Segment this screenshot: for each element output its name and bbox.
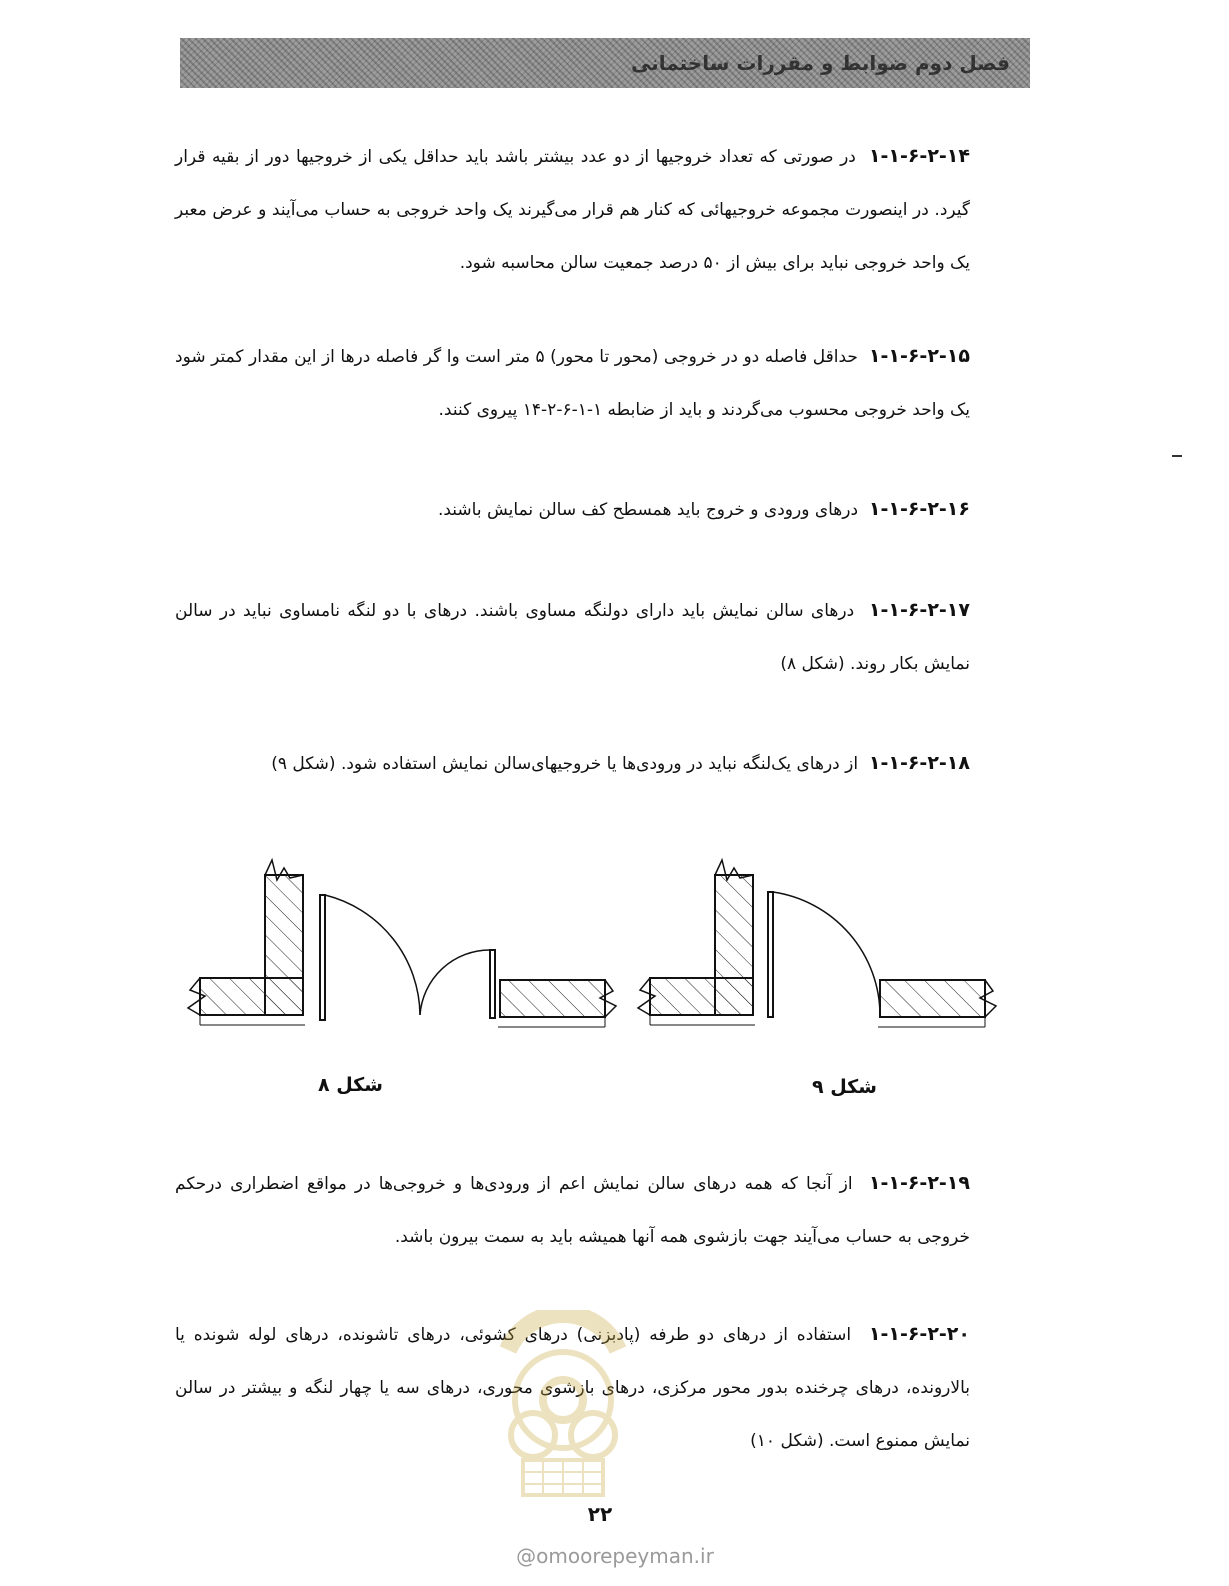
site-watermark-text: @omoorepeyman.ir — [516, 1544, 714, 1568]
figure-8-drawing — [188, 860, 616, 1027]
scan-mark — [1172, 455, 1182, 457]
door-plan-drawings — [180, 850, 1010, 1050]
clause-text: از درهای یک‌لنگه نباید در ورودی‌ها یا خروجیهای‌سالن نمایش استفاده شود. (شکل ۹) — [271, 754, 859, 774]
door-figures — [180, 850, 1010, 1054]
clause-number: ۱-۱-۶-۲-۱۴ — [868, 145, 970, 167]
clause-text: درهای ورودی و خروج باید همسطح کف سالن نمایش باشند. — [437, 500, 859, 520]
clause-number: ۱-۱-۶-۲-۱۸ — [868, 752, 970, 774]
clause-number: ۱-۱-۶-۲-۱۵ — [868, 345, 970, 367]
clause-text: در صورتی که تعداد خروجیها از دو عدد بیشتر باشد باید حداقل یکی از خروجیها دور از بقیه قرار گیرد. در اینصورت مجموعه خروجیهائی که کنار هم قرار می‌گیرند یک واحد خروجی به حساب می‌آیند و عرض معبر یک واحد خروجی نباید برای بیش از ۵۰ درصد جمعیت سالن محاسبه شود. — [175, 147, 970, 273]
figure-9-drawing — [638, 860, 996, 1027]
figure-9-caption: شکل ۹ — [812, 1076, 877, 1098]
paragraph-19 — [175, 1157, 970, 1264]
paragraph-17 — [175, 584, 970, 691]
paragraph-16 — [175, 483, 970, 537]
clause-text: حداقل فاصله دو در خروجی (محور تا محور) ۵ متر است وا گر فاصله درها از این مقدار کمتر شود یک واحد خروجی محسوب می‌گردند و باید از ضابطه ۱-۱-۶-۲-۱۴ پیروی کنند. — [175, 347, 970, 420]
watermark-logo-icon — [488, 1310, 638, 1510]
figure-8-caption: شکل ۸ — [318, 1074, 383, 1096]
paragraph-18 — [175, 737, 970, 791]
clause-text: استفاده از درهای دو طرفه (پادبزنی) درهای کشوئی، درهای تاشونده، درهای لوله شونده یا بالارونده، درهای چرخنده بدور محور مرکزی، درهای بازشوی محوری، درهای سه یا چهار لنگه و بیشتر در سالن نمایش ممنوع است. (شکل ۱۰) — [175, 1325, 970, 1451]
clause-text: درهای سالن نمایش باید دارای دولنگه مساوی باشند. درهای با دو لنگه نامساوی نباید در سالن نمایش بکار روند. (شکل ۸) — [175, 601, 970, 674]
clause-number: ۱-۱-۶-۲-۱۹ — [868, 1172, 970, 1194]
page-number: ۲۲ — [587, 1502, 613, 1526]
paragraph-15 — [175, 330, 970, 437]
paragraph-14 — [175, 130, 970, 290]
page-header-band — [180, 38, 1030, 88]
header-title: فصل دوم ضوابط و مقررات ساختمانی — [630, 51, 1010, 75]
clause-number: ۱-۱-۶-۲-۱۷ — [868, 599, 970, 621]
clause-number: ۱-۱-۶-۲-۱۶ — [868, 498, 970, 520]
clause-text: از آنجا که همه درهای سالن نمایش اعم از ورودی‌ها و خروجی‌ها در مواقع اضطراری درحکم خروجی به حساب می‌آیند جهت بازشوی همه آنها همیشه باید به سمت بیرون باشد. — [175, 1174, 970, 1247]
clause-number: ۱-۱-۶-۲-۲۰ — [868, 1323, 970, 1345]
